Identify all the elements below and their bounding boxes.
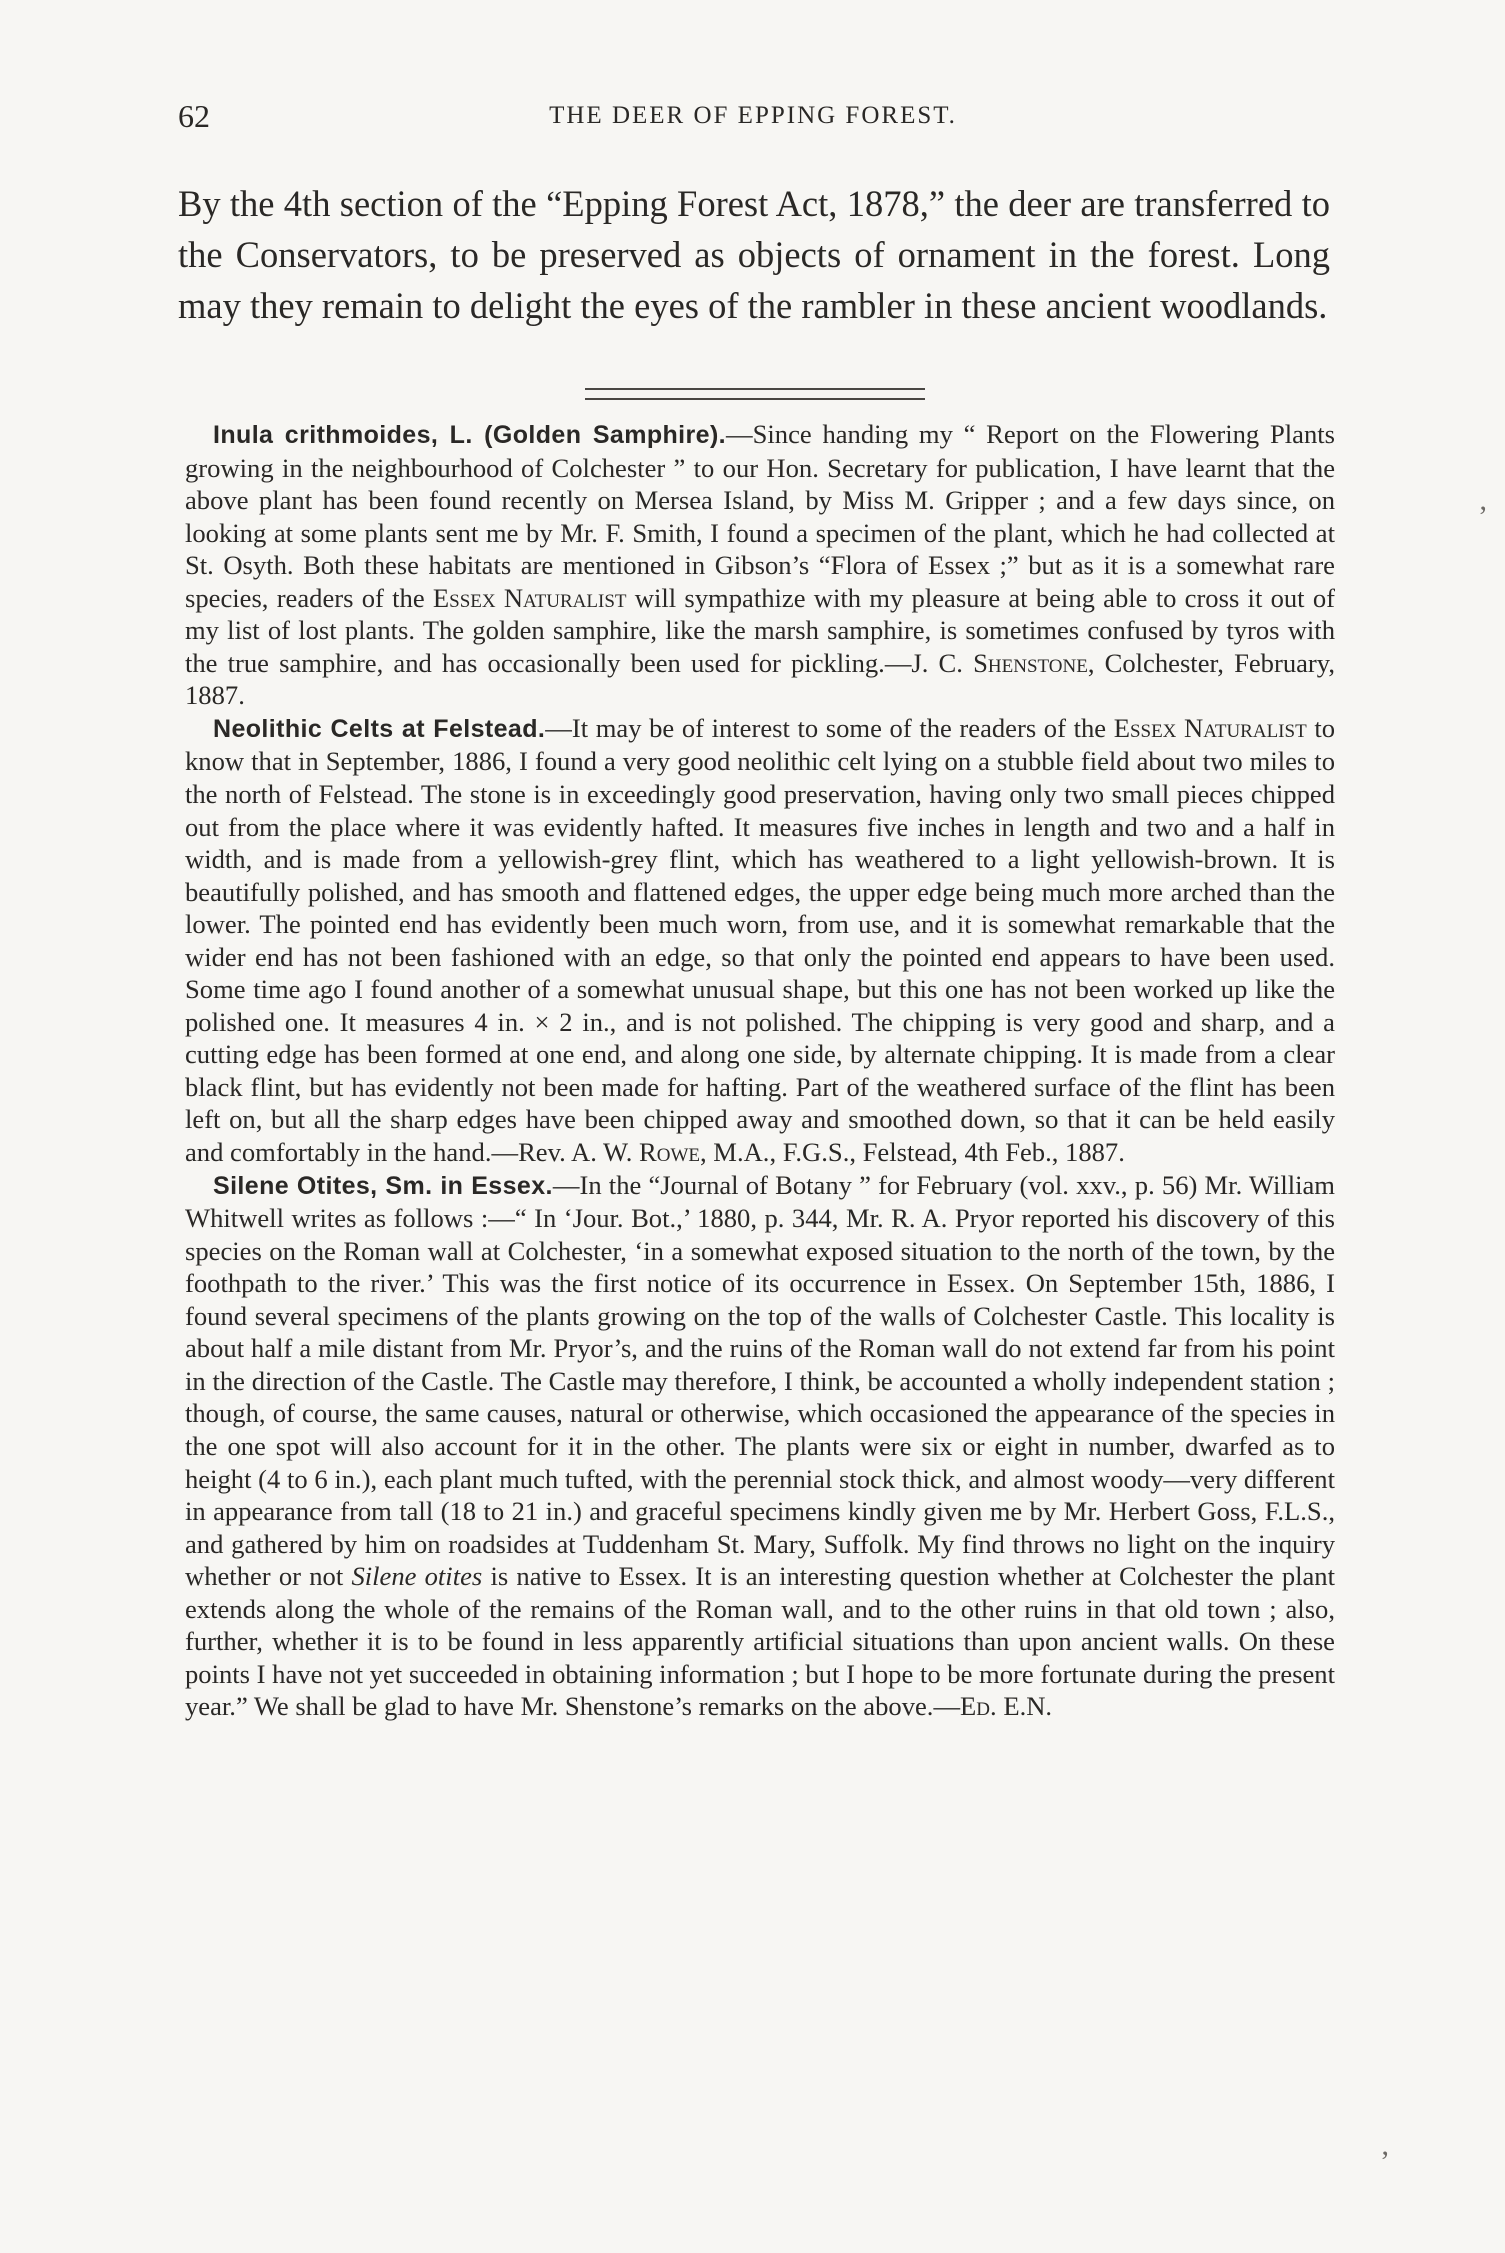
note-body: —It may be of interest to some of the readers of the	[545, 712, 1107, 743]
note-title: Inula crithmoides, L. (Golden Samphire).	[213, 421, 727, 449]
page-header	[178, 98, 1328, 138]
note-signature: E.N.	[996, 1691, 1053, 1722]
margin-mark: ’	[1380, 2145, 1390, 2178]
author-name: Shenstone	[973, 647, 1088, 678]
notes-section	[185, 418, 1335, 1723]
note-body: —In the “Journal of Botany ” for February (vol. xxv., p. 56) Mr. William Whitwell writes as follows :—“ In ‘Jour. Bot.,’ 1880, p. 344, Mr. R. A. Pryor reported his discovery of this species on the Roman wall at Colchester, ‘in a somewhat exposed situation to the north of the town, by the foothpath to the river.’ This was the first notice of its occurrence in Essex. On September 15th, 1886, I found several specimens of the plants growing on the top of the walls of Colchester Castle. This locality is about half a mile distant from Mr. Pryor’s, and the ruins of the Roman wall do not extend far from his point in the direction of the Castle. The Castle may therefore, I think, be accounted a wholly independent station ; though, of course, the same causes, natural or otherwise, which occasioned the appearance of the species in the one spot will also account for it in the other. The plants were six or eight in number, dwarfed as to height (4 to 6 in.), each plant much tufted, with the perennial stock thick, and almost woody—very different in appearance from tall (18 to 21 in.) and graceful specimens kindly given me by Mr. Herbert Goss, F.L.S., and gathered by him on roadsides at Tuddenham St. Mary, Suffolk. My find throws no light on the inquiry whether or not	[185, 1169, 1335, 1592]
note-signature: , M.A., F.G.S., Felstead, 4th Feb., 1887.	[700, 1137, 1125, 1168]
note-body: will sympathize with my pleasure at being able to cross it out of my list of lost plants. The golden samphire, like the marsh samphire, is sometimes confused by tyros with the true samphire, and has occasionally been used for pickling.—J. C.	[185, 582, 1335, 678]
note-body: —Since handing my “ Report on the Flowering Plants growing in the neighbourhood of Colchester ” to our Hon. Secretary for publication, I have learnt that the above plant has been found recently on Mersea Island, by Miss M. Gripper ; and a few days since, on looking at some plants sent me by Mr. F. Smith, I found a specimen of the plant, which he had collected at St. Osyth. Both these habitats are mentioned in Gibson’s “Flora of Essex ;” but as it is a somewhat rare species, readers of the	[185, 419, 1335, 613]
note-signature: , Colchester, February, 1887.	[185, 647, 1335, 711]
note-body: to know that in September, 1886, I found a very good neolithic celt lying on a stubble field about two miles to the north of Felstead. The stone is in exceedingly good preservation, having only two small pieces chipped out from the place where it was evidently hafted. It measures five inches in length and two and a half in width, and is made from a yellowish-grey flint, which has weathered to a light yellowish-brown. It is beautifully polished, and has smooth and flattened edges, the upper edge being much more arched than the lower. The pointed end has evidently been much worn, from use, and it is somewhat remarkable that the wider end has not been fashioned with an edge, so that only the pointed end appears to have been used. Some time ago I found another of a somewhat unusual shape, but this one has not been worked up like the polished one. It measures 4 in. × 2 in., and is not polished. The chipping is very good and sharp, and a cutting edge has been formed at one end, and along one side, by alternate chipping. It is made from a clear black flint, but has evidently not been made for hafting. Part of the weathered surface of the flint has been left on, but all the sharp edges have been chipped away and smoothed down, so that it can be held easily and comfortably in the hand.—Rev. A. W.	[185, 712, 1335, 1168]
species-name: Silene otites	[351, 1561, 483, 1592]
note-title: Neolithic Celts at Felstead.	[213, 714, 546, 743]
author-name: Rowe	[639, 1137, 700, 1168]
journal-name: Essex Naturalist	[432, 582, 627, 613]
running-title: THE DEER OF EPPING FOREST.	[549, 102, 957, 129]
note-neolithic-celts	[185, 712, 1335, 1169]
section-divider	[585, 388, 925, 400]
page-number: 62	[178, 98, 210, 134]
margin-mark: ’	[1478, 500, 1488, 533]
intro-paragraph-block	[178, 178, 1330, 331]
note-body: is native to Essex. It is an interesting question whether at Colchester the plant extends along the whole of the remains of the Roman wall, and to the other ruins in that old town ; also, further, whether it is to be found in less apparently artificial situations than upon ancient walls. On these points I have not yet succeeded in obtaining information ; but I hope to be more fortunate during the present year.” We shall be glad to have Mr. Shenstone’s remarks on the above.—	[185, 1561, 1335, 1722]
intro-paragraph: By the 4th section of the “Epping Forest Act, 1878,” the deer are transferred to the Conservators, to be preserved as objects of ornament in the forest. Long may they remain to delight the eyes of the rambler in these ancient woodlands.	[178, 183, 1330, 326]
journal-name: Essex Naturalist	[1113, 712, 1307, 743]
editor-name: Ed.	[960, 1691, 997, 1722]
note-silene-otites	[185, 1169, 1335, 1723]
note-title: Silene Otites, Sm. in Essex.	[213, 1171, 553, 1200]
note-inula	[185, 418, 1335, 712]
